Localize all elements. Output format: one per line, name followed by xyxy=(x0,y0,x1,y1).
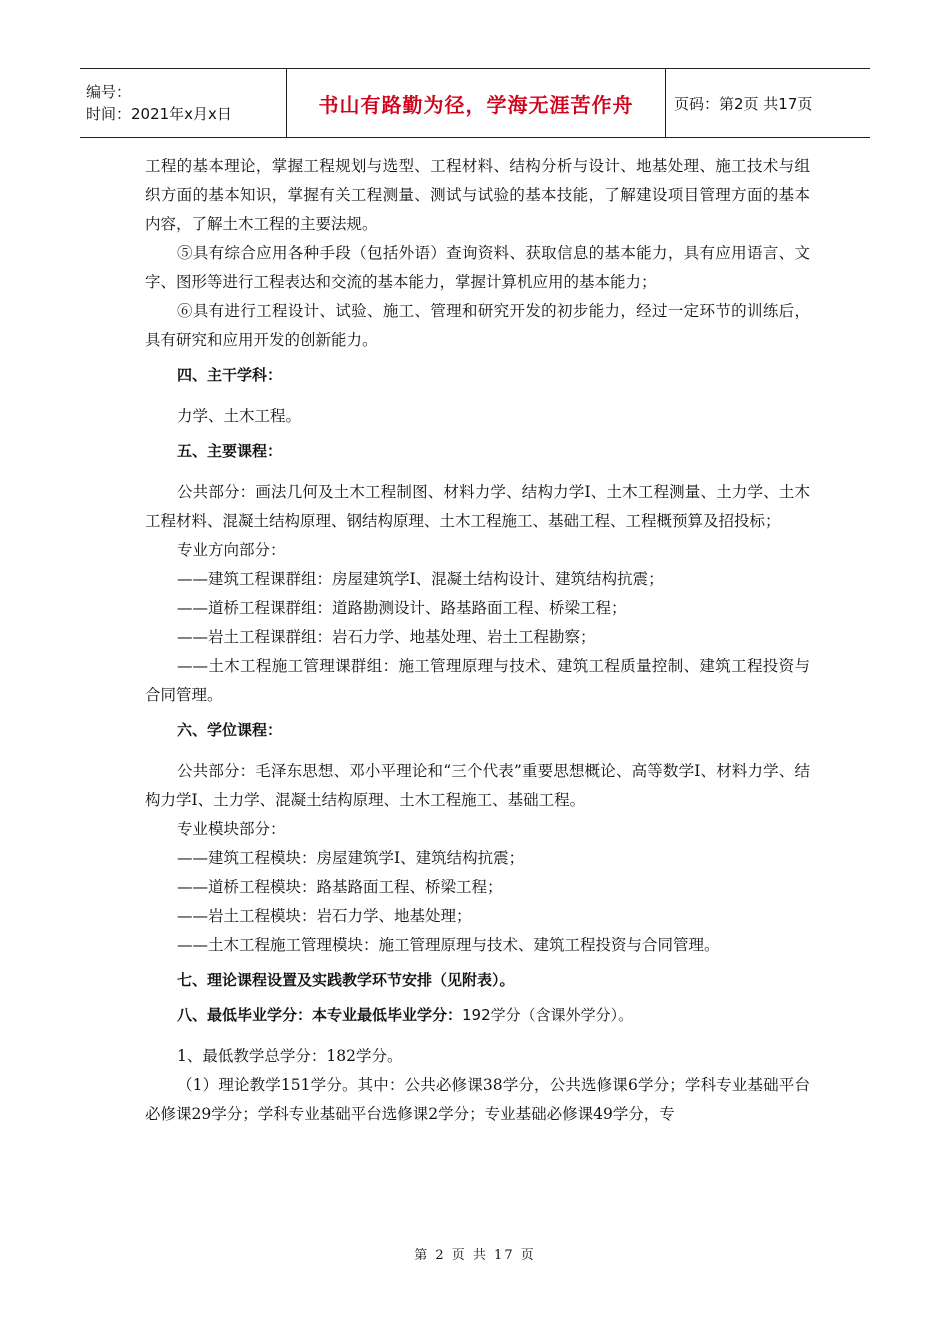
list-item: ——岩土工程课群组：岩石力学、地基处理、岩土工程勘察； xyxy=(177,628,596,646)
section-heading xyxy=(145,1001,810,1030)
header-meta xyxy=(80,69,287,137)
paragraph: 工程的基本理论，掌握工程规划与选型、工程材料、结构分析与设计、地基处理、施工技术与组织方面的基本知识，掌握有关工程测量、测试与试验的基本技能，了解建设项目管理方面的基本内容，了解土木工程的主要法规。 xyxy=(145,157,810,233)
list-item: ——岩土工程模块：岩石力学、地基处理； xyxy=(177,907,472,925)
page-info: 页码：第2页 共17页 xyxy=(674,94,813,113)
header-motto-cell xyxy=(287,69,666,137)
heading-normal-part: 192学分（含课外学分）。 xyxy=(462,1006,634,1024)
paragraph: 公共部分：毛泽东思想、邓小平理论和“三个代表”重要思想概论、高等数学Ⅰ、材料力学、结构力学Ⅰ、土力学、混凝土结构原理、土木工程施工、基础工程。 xyxy=(145,762,810,809)
number-label: 编号： xyxy=(86,83,132,101)
paragraph: 专业方向部分： xyxy=(177,541,286,559)
paragraph: 1、最低教学总学分：182学分。 xyxy=(177,1047,403,1065)
document-body xyxy=(145,152,810,1129)
section-heading: 五、主要课程： xyxy=(177,442,283,460)
paragraph: 公共部分：画法几何及土木工程制图、材料力学、结构力学Ⅰ、土木工程测量、土力学、土木工程材料、混凝土结构原理、钢结构原理、土木工程施工、基础工程、工程概预算及招投标； xyxy=(145,483,810,530)
paragraph: ⑤具有综合应用各种手段（包括外语）查询资料、获取信息的基本能力，具有应用语言、文字、图形等进行工程表达和交流的基本能力，掌握计算机应用的基本能力； xyxy=(145,244,810,291)
motto: 书山有路勤为径，学海无涯苦作舟 xyxy=(318,92,634,117)
date-label: 时间：2021年x月x日 xyxy=(86,105,232,123)
paragraph: ⑥具有进行工程设计、试验、施工、管理和研究开发的初步能力，经过一定环节的训练后，具有研究和应用开发的创新能力。 xyxy=(145,302,810,349)
list-item: ——土木工程施工管理课群组：施工管理原理与技术、建筑工程质量控制、建筑工程投资与合同管理。 xyxy=(145,657,810,704)
document-header xyxy=(80,68,870,138)
section-heading: 七、理论课程设置及实践教学环节安排（见附表）。 xyxy=(177,971,515,989)
section-heading: 四、主干学科： xyxy=(177,366,283,384)
heading-bold-part: 八、最低毕业学分：本专业最低毕业学分： xyxy=(177,1006,463,1024)
paragraph: 专业模块部分： xyxy=(177,820,286,838)
list-item: ——道桥工程课群组：道路勘测设计、路基路面工程、桥梁工程； xyxy=(177,599,627,617)
paragraph: 力学、土木工程。 xyxy=(177,407,302,425)
list-item: ——建筑工程模块：房屋建筑学Ⅰ、建筑结构抗震； xyxy=(177,849,525,867)
page-footer: 第 2 页 共 17 页 xyxy=(414,1248,536,1263)
header-page-info xyxy=(666,69,870,137)
paragraph: （1）理论教学151学分。其中：公共必修课38学分，公共选修课6学分；学科专业基础平台必修课29学分；学科专业基础平台选修课2学分；专业基础必修课49学分，专 xyxy=(145,1076,810,1123)
list-item: ——道桥工程模块：路基路面工程、桥梁工程； xyxy=(177,878,503,896)
list-item: ——建筑工程课群组：房屋建筑学Ⅰ、混凝土结构设计、建筑结构抗震； xyxy=(177,570,664,588)
list-item: ——土木工程施工管理模块：施工管理原理与技术、建筑工程投资与合同管理。 xyxy=(177,936,720,954)
section-heading: 六、学位课程： xyxy=(177,721,283,739)
